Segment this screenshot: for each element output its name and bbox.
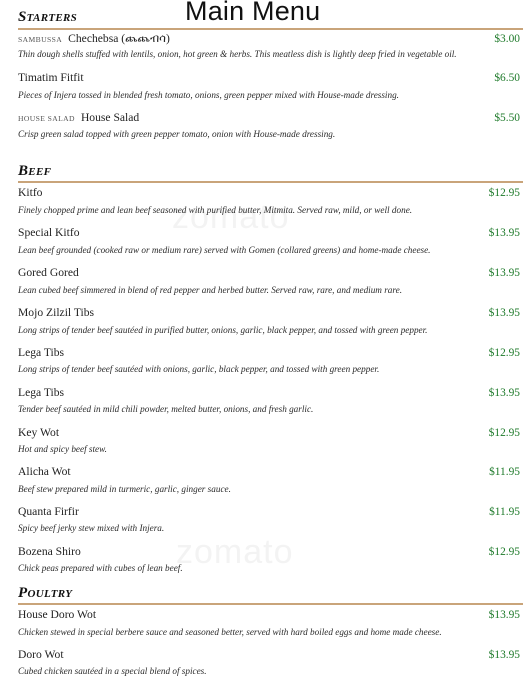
menu-item-row: [18, 111, 520, 127]
item-name: Bozena Shiro: [18, 545, 81, 558]
item-price: $13.95: [488, 649, 520, 661]
item-price: $11.95: [489, 506, 520, 518]
item-description: Crisp green salad topped with green pepper tomato, onion with House-made dressing.: [18, 129, 336, 139]
item-price: $12.95: [488, 546, 520, 558]
item-description: Pieces of Injera tossed in blended fresh tomato, onions, green pepper mixed with House-made dressing.: [18, 90, 399, 100]
item-price: $12.95: [488, 427, 520, 439]
item-name: Alicha Wot: [18, 465, 71, 478]
item-name: Lega Tibs: [18, 386, 65, 399]
item-tag: HOUSE SALAD: [18, 114, 75, 123]
item-price: $11.95: [489, 466, 520, 478]
item-name: Gored Gored: [18, 266, 79, 279]
zomato-watermark: zomato: [172, 198, 290, 236]
item-description: Lean cubed beef simmered in blend of red pepper and herbed butter. Served raw, rare, and medium rare.: [18, 285, 403, 295]
page-title: Main Menu: [185, 0, 321, 26]
item-name-text: Chechebsa (ጨጨብሳ): [68, 32, 170, 45]
item-price: $12.95: [488, 187, 520, 199]
item-description: Tender beef sautéed in mild chili powder, melted butter, onions, and fresh garlic.: [18, 404, 314, 414]
menu-item-row: [18, 505, 520, 521]
section-heading-beef: Beef: [18, 163, 52, 179]
section-divider: [18, 28, 523, 30]
menu-item-row: [18, 186, 520, 202]
menu-item-row: [18, 648, 520, 664]
item-name: Key Wot: [18, 426, 60, 439]
section-divider: [18, 603, 523, 605]
item-tag: SAMBUSSA: [18, 35, 63, 44]
item-name: House Doro Wot: [18, 608, 97, 621]
item-price: $6.50: [494, 72, 520, 84]
item-description: Cubed chicken sautéed in a special blend of spices.: [18, 666, 207, 676]
item-price: $13.95: [488, 227, 520, 239]
item-price: $13.95: [488, 307, 520, 319]
menu-item-row: [18, 465, 520, 481]
item-name: [18, 32, 170, 46]
menu-item-row: [18, 266, 520, 282]
item-description: Beef stew prepared mild in turmeric, garlic, ginger sauce.: [18, 484, 231, 494]
item-description: Spicy beef jerky stew mixed with Injera.: [18, 523, 165, 533]
item-price: $13.95: [488, 609, 520, 621]
item-description: Long strips of tender beef sautéed with onions, garlic, black pepper, and tossed with green pepper.: [18, 364, 380, 374]
menu-item-row: [18, 545, 520, 561]
menu-item-row: [18, 32, 520, 48]
item-price: $5.50: [494, 112, 520, 124]
item-name-text: House Salad: [80, 111, 140, 124]
item-description: Chick peas prepared with cubes of lean beef.: [18, 563, 183, 573]
item-name: [18, 111, 139, 124]
item-name: Lega Tibs: [18, 346, 65, 359]
item-description: Finely chopped prime and lean beef seasoned with purified butter, Mitmita. Served raw, mild, or well done.: [18, 205, 413, 215]
menu-item-row: [18, 306, 520, 322]
menu-item-row: [18, 386, 520, 402]
item-name: Doro Wot: [18, 648, 64, 661]
item-price: $12.95: [488, 347, 520, 359]
section-heading-starters: Starters: [18, 9, 78, 25]
item-description: Thin dough shells stuffed with lentils, onion, hot green & herbs. This meatless dish is lightly deep fried in vegetable oil.: [18, 49, 457, 59]
menu-item-row: [18, 226, 520, 242]
item-description: Chicken stewed in special berbere sauce and seasoned better, served with hard boiled eggs and home made cheese.: [18, 627, 442, 637]
item-price: $3.00: [494, 33, 520, 45]
item-name: Timatim Fitfit: [18, 71, 84, 84]
section-heading-poultry: Poultry: [18, 585, 73, 601]
section-divider: [18, 181, 523, 183]
item-name: Kitfo: [18, 186, 43, 199]
item-price: $13.95: [488, 387, 520, 399]
item-description: Long strips of tender beef sautéed in purified butter, onions, garlic, black pepper, and tossed with green pepper.: [18, 325, 428, 335]
item-name: Quanta Firfir: [18, 505, 79, 518]
menu-item-row: [18, 608, 520, 624]
zomato-watermark: zomato: [176, 533, 294, 571]
menu-item-row: [18, 426, 520, 442]
item-name: Mojo Zilzil Tibs: [18, 306, 95, 319]
menu-item-row: [18, 346, 520, 362]
item-name: Special Kitfo: [18, 226, 80, 239]
item-description: Lean beef grounded (cooked raw or medium rare) served with Gomen (collared greens) and home-made cheese.: [18, 245, 431, 255]
item-description: Hot and spicy beef stew.: [18, 444, 107, 454]
menu-item-row: [18, 71, 520, 87]
item-price: $13.95: [488, 267, 520, 279]
